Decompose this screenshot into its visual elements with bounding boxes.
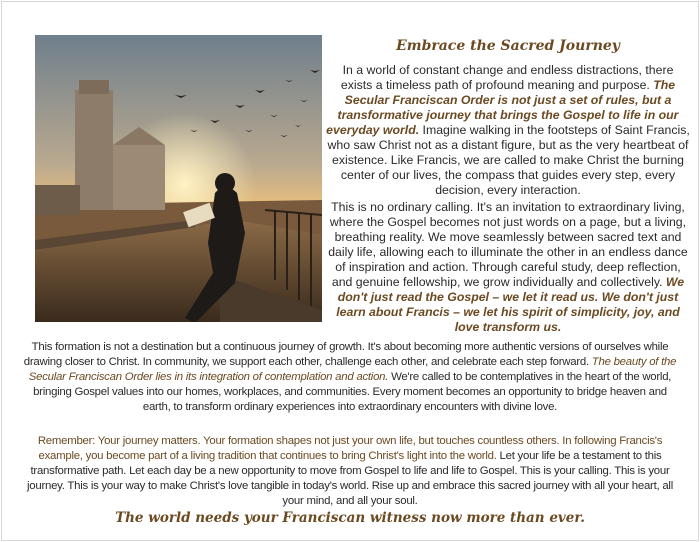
remember-text: Let your life be a testament to this transformative path. Let each day be a new opportunity to move from Gospel to life and life to Gospel. This is your calling. This is your journey. This is your way to make Christ's love tangible in today's world. Rise up and embrace this sacred journey with all your heart, all your mind, and all your soul. [27,450,673,507]
formation-paragraph [22,340,678,415]
intro-emphasis: The Secular Franciscan Order is not just a set of rules, but a transformative journey that brings the Gospel to life in our everyday world. [326,78,679,137]
intro-text-continued: Imagine walking in the footsteps of Saint Francis, who saw Christ not as a distant figure, but as the very heartbeat of existence. Like Francis, we are called to make Christ the burning center of our lives, the compass that guides every step, every decision, every interaction. [327,123,690,197]
remember-paragraph [22,434,678,509]
intro-text: In a world of constant change and endless distractions, there exists a timeless path of profound meaning and purpose. [340,63,674,92]
calling-text: This is no ordinary calling. It's an invitation to extraordinary living, where the Gospel becomes not just words on a page, but a living, breathing reality. We move seamlessly between sacred text and daily life, allowing each to illuminate the other in an endless dance of inspiration and action. Through careful study, deep reflection, and genuine fellowship, we grow individually and collectively. [328,200,688,289]
formation-emphasis: The beauty of the Secular Franciscan Order lies in its integration of contemplation and action. [28,356,677,383]
calling-paragraph [326,200,690,335]
formation-text-continued: We're called to be contemplatives in the heart of the world, bringing Gospel values into our homes, workplaces, and communities. Every moment becomes an opportunity to bridge heaven and earth, to transform ordinary experiences into extraordinary encounters with divine love. [33,371,672,413]
closing-statement: The world needs your Franciscan witness now more than ever. [115,510,585,526]
remember-emphasis: Remember: Your journey matters. Your formation shapes not just your own life, but touches countless others. In following Francis's example, you become part of a living tradition that continues to bring Christ's light into the world. [37,435,663,462]
page-title: Embrace the Sacred Journey [396,38,620,54]
formation-text: This formation is not a destination but a continuous journey of growth. It's about becoming more authentic versions of ourselves while drawing closer to Christ. In community, we support each other, challenge each other, and celebrate each step forward. [23,341,669,368]
calling-emphasis: We don't just read the Gospel – we let it read us. We don't just learn about Francis – we let his spirit of simplicity, joy, and love transform us. [336,275,685,334]
intro-paragraph [326,63,690,198]
photo-man-reading-gospel-at-sunset [35,35,322,322]
